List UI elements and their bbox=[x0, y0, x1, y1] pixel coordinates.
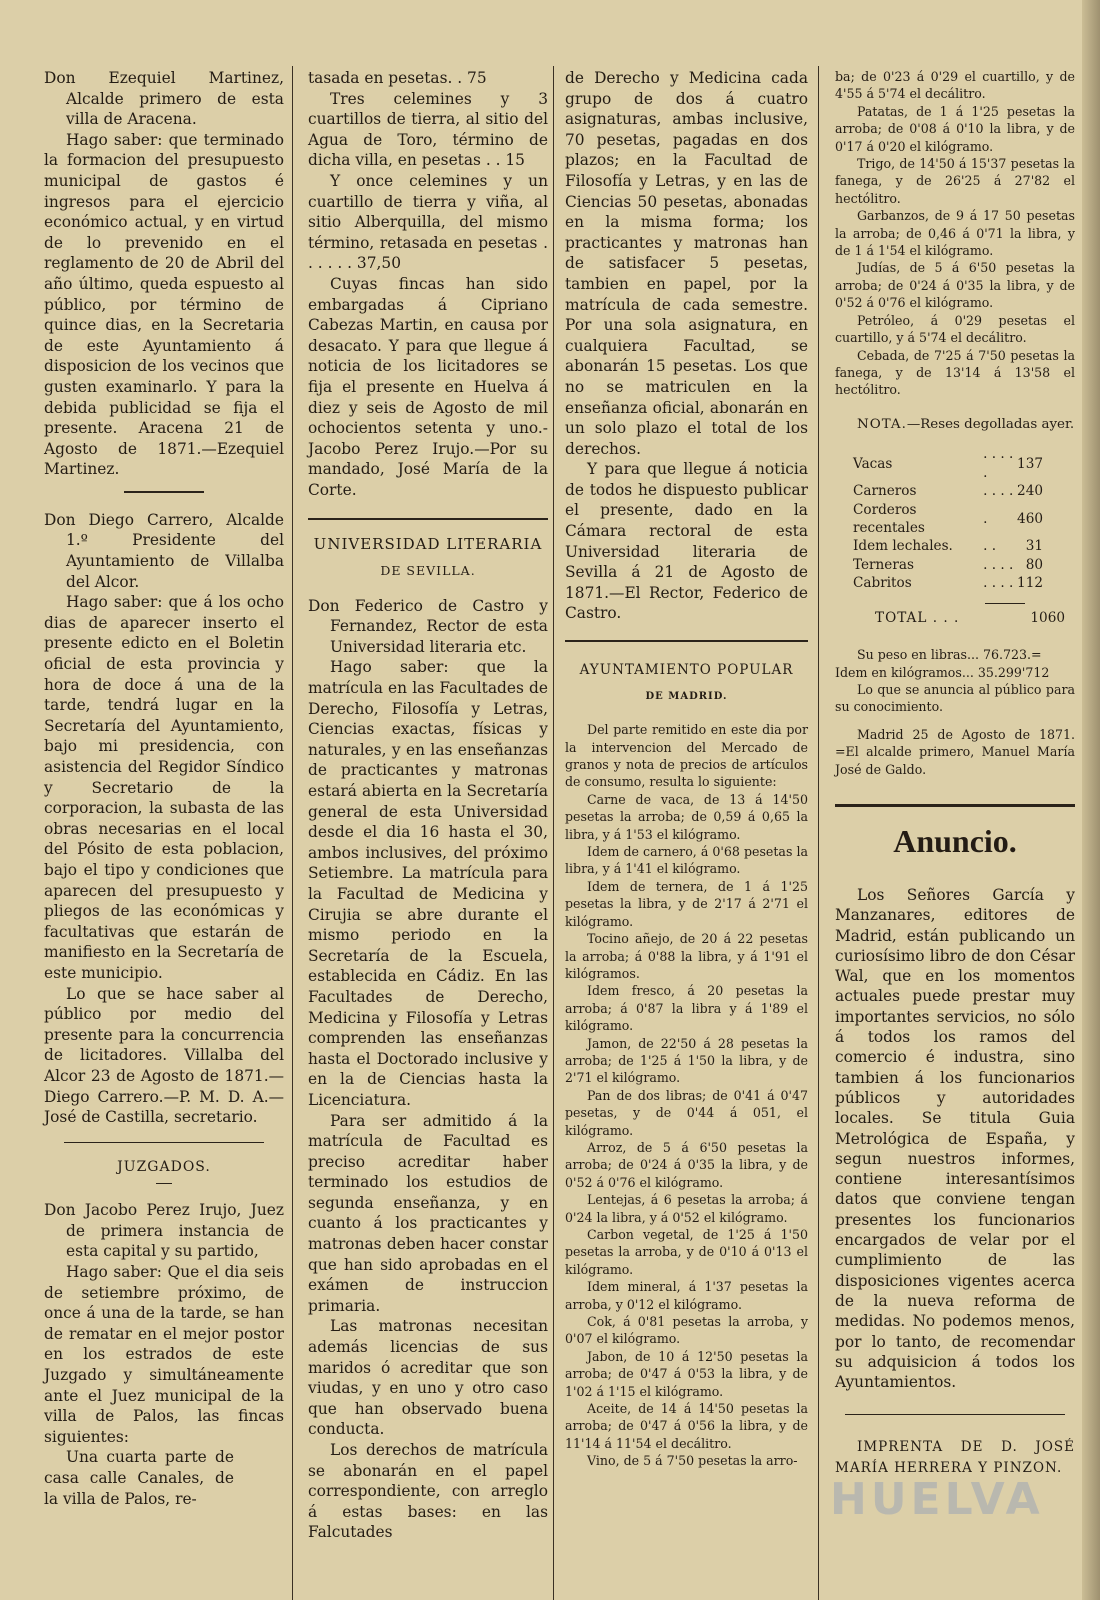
signature: Madrid 25 de Agosto de 1871. =El alcalde primero, Manuel María José de Galdo. bbox=[835, 726, 1075, 777]
title-rule bbox=[156, 1183, 172, 1184]
reses-name: Carneros bbox=[853, 483, 917, 500]
reses-count: 240 bbox=[1017, 483, 1043, 500]
nota-label: NOTA. bbox=[857, 416, 907, 432]
column-1 bbox=[44, 68, 284, 1509]
finca-item: Tres celemines y 3 cuartillos de tierra, al sitio del Agua de Toro, término de dicha villa, en pesetas . . 15 bbox=[308, 89, 548, 170]
reses-count: 460 bbox=[1017, 510, 1043, 527]
reses-row bbox=[853, 556, 1043, 574]
peso-section bbox=[835, 646, 1075, 778]
total-value: 1060 bbox=[1030, 609, 1065, 626]
price-item: Idem de ternera, de 1 á 1'25 pesetas la libra, y de 2'17 á 2'71 el kilógramo. bbox=[565, 878, 808, 929]
column-rule bbox=[292, 66, 293, 1600]
total-rule bbox=[985, 603, 1025, 604]
fincas-list bbox=[308, 68, 548, 500]
reses-row bbox=[853, 501, 1043, 538]
anuncio-body: Los Señores García y Manzanares, editores de Madrid, están publicando un curiosísimo libro de don César Wal, que en los momentos actuales puede prestar muy importantes servicios, no sólo á todos los ramos del comercio é industra, sino tambien á los funcionarios públicos y autoridades locales. Se titula Guia Metrológica de España, y segun nuestros informes, contiene interesantísimos datos que conviene tengan presentes los funcionarios encargados de velar por el cumplimiento de las disposiciones vigentes acerca de la nueva reforma de medidas. No podemos menos, por lo tanto, de recomendar su adquisicion á todos los Ayuntamientos. bbox=[835, 886, 1075, 1392]
edict-body: de Derecho y Medicina cada grupo de dos á cuatro asignaturas, ambas inclusive, 70 pesetas, pagadas en dos plazos; en la Facultad de Filosofía y Letras, y en las de Ciencias 50 pesetas, abonadas en la misma forma; los practicantes y matronas han de satisfacer 5 pesetas, tambien en papel, por la matrícula de cada semestre. Por una sola asignatura, en cualquiera Facultad, se abonarán 15 pesetas. Los que no se matriculen en la enseñanza oficial, abonarán en un solo plazo el total de los derechos. bbox=[565, 69, 808, 458]
imprenta-line: IMPRENTA DE D. JOSÉ MARÍA HERRERA Y PINZON. bbox=[835, 1439, 1075, 1477]
reses-dots: . . . . . bbox=[983, 446, 1014, 481]
reses-name: Idem lechales. bbox=[853, 538, 953, 555]
price-item: Carne de vaca, de 13 á 14'50 pesetas la arroba; de 0,59 á 0,65 la libra, y á 1'53 el kilógramo. bbox=[565, 791, 808, 842]
edict-body: Las matronas necesitan además licencias de sus maridos ó acreditar que son viudas, y en uno y otro caso que han observado buena conducta. bbox=[308, 1317, 548, 1439]
finca-item: tasada en pesetas. . 75 bbox=[308, 69, 487, 87]
price-item: Jamon, de 22'50 á 28 pesetas la arroba; de 1'25 á 1'50 la libra, y de 2'71 el kilógramo. bbox=[565, 1035, 808, 1086]
section-divider bbox=[565, 640, 808, 642]
edict-body: Una cuarta parte de casa calle Canales, de la villa de Palos, re- bbox=[44, 1448, 234, 1508]
reses-dots: . . bbox=[983, 538, 997, 555]
edict-body: Hago saber: que terminado la formacion del presupuesto municipal de gastos é ingresos para el ejercicio económico actual, y en virtud de lo prevenido en el reglamento de 20 de Abril del año último, queda espuesto al público, por término de quince dias, en la Secretaria de este Ayuntamiento á disposicion de los vecinos que gusten examinarlo. Y para la debida publicidad se fija el presente. Aracena 21 de Agosto de 1871.—Ezequiel Martinez. bbox=[44, 130, 284, 479]
price-intro: Del parte remitido en este dia por la intervencion del Mercado de granos y nota de precios de artículos de consumo, resulta lo siguiente: bbox=[565, 722, 808, 790]
price-item: Arroz, de 5 á 6'50 pesetas la arroba; de 0'24 á 0'35 la libra, y de 0'52 á 0'76 el kilógramo. bbox=[565, 1139, 808, 1190]
edict-body: Cuyas fincas han sido embargadas á Cipriano Cabezas Martin, en causa por desacato. Y para que llegue á noticia de los licitadores se fija el presente en Huelva á diez y seis de Agosto de mil ochocientos setenta y uno.-Jacobo Perez Irujo.—Por su mandado, José María de la Corte. bbox=[308, 274, 548, 499]
edict-juzgado bbox=[44, 1200, 284, 1509]
section-divider bbox=[124, 491, 204, 493]
reses-table bbox=[853, 445, 1043, 592]
edict-heading: Don Jacobo Perez Irujo, Juez de primera instancia de esta capital y su partido, bbox=[44, 1201, 284, 1261]
price-item: Pan de dos libras; de 0'41 á 0'47 pesetas, y de 0'44 á 051, el kilógramo. bbox=[565, 1087, 808, 1138]
edict-heading: Don Federico de Castro y Fernandez, Rector de esta Universidad literaria etc. bbox=[308, 596, 548, 656]
nota-text: —Reses degolladas ayer. bbox=[906, 416, 1075, 432]
reses-name: Vacas bbox=[853, 455, 893, 472]
edict-heading: Don Ezequiel Martinez, Alcalde primero de esta villa de Aracena. bbox=[44, 69, 284, 129]
section-subtitle: DE MADRID. bbox=[645, 690, 728, 702]
reses-count: 80 bbox=[1025, 556, 1043, 573]
reses-dots: . . . . bbox=[983, 556, 1014, 573]
reses-row bbox=[853, 482, 1043, 500]
column-4 bbox=[835, 68, 1075, 1479]
price-item: Lentejas, á 6 pesetas la arroba; á 0'24 la libra, y á 0'52 el kilógramo. bbox=[565, 1192, 808, 1225]
section-divider bbox=[64, 1142, 264, 1143]
section-subtitle: DE SEVILLA. bbox=[380, 563, 476, 579]
edict-universidad bbox=[308, 596, 548, 1543]
price-item: Vino, de 5 á 7'50 pesetas la arro- bbox=[587, 1453, 798, 1469]
edict-body: Lo que se hace saber al público por medio del presente para la concurrencia de licitadores. Villalba del Alcor 23 de Agosto de 1871.—Diego Carrero.—P. M. D. A.—José de Castilla, secretario. bbox=[44, 984, 284, 1127]
price-item: Carbon vegetal, de 1'25 á 1'50 pesetas la arroba, y de 0'10 á 0'13 el kilógramo. bbox=[565, 1227, 808, 1277]
peso-line: Su peso en libras... 76.723.= bbox=[857, 647, 1042, 663]
reses-count: 137 bbox=[1017, 455, 1043, 472]
reses-dots: . bbox=[983, 510, 988, 527]
edict-body: Hago saber: que la matrícula en las Facultades de Derecho, Filosofía y Letras, Ciencias exactas, físicas y naturales, y en las enseñanzas de practicantes y matronas estará abierta en la Secretaría general de esta Universidad desde el dia 16 hasta el 30, ambos inclusives, del próximo Setiembre. La matrícula para la Facultad de Medicina y Cirujia se abre durante el mismo periodo en la Secretaría de la Escuela, establecida en Cádiz. En las Facultades de Derecho, Medicina y Filosofía y Letras comprenden las enseñanzas hasta el Doctorado inclusive y en la de Ciencias hasta la Licenciatura. bbox=[308, 658, 548, 1109]
reses-count: 31 bbox=[1025, 538, 1043, 555]
edict-body: Y para que llegue á noticia de todos he dispuesto publicar el presente, dado en la Cámara rectoral de esta Universidad literaria de Sevilla á 21 de Agosto de 1871.—El Rector, Federico de Castro. bbox=[565, 460, 808, 623]
price-item: Idem mineral, á 1'37 pesetas la arroba, y 0'12 el kilógramo. bbox=[565, 1279, 808, 1312]
price-item: Cok, á 0'81 pesetas la arroba, y 0'07 el kilógramo. bbox=[565, 1314, 808, 1347]
section-title-juzgados: JUZGADOS. bbox=[117, 1158, 211, 1175]
price-item: Garbanzos, de 9 á 17 50 pesetas la arroba; de 0,46 á 0'71 la libra, y de 1 á 1'54 el kilógramo. bbox=[835, 208, 1075, 259]
price-item: Petróleo, á 0'29 pesetas el cuartillo, y á 5'74 el decálitro. bbox=[835, 312, 1075, 346]
total-row bbox=[875, 608, 1065, 629]
price-item: Patatas, de 1 á 1'25 pesetas la arroba; de 0'08 á 0'10 la libra, y de 0'17 á 0'20 el kilógramo. bbox=[835, 103, 1075, 154]
edict-body: Hago saber: que á los ocho dias de aparecer inserto el presente edicto en el Boletin oficial de esta provincia y hora de doce á una de la tarde, tendrá lugar en la Secretaría del Ayuntamiento, bajo mi presidencia, con asistencia del Regidor Síndico y Secretario de la corporacion, la subasta de las obras necesarias en el local del Pósito de esta poblacion, bajo el tipo y condiciones que aparecen del presupuesto y pliegos de las económicas y facultativas que estarán de manifiesto en la Secretaría de este municipio. bbox=[44, 593, 284, 982]
market-prices-cont bbox=[835, 68, 1075, 399]
edict-heading: Don Diego Carrero, Alcalde 1.º Presidente del Ayuntamiento de Villalba del Alcor. bbox=[44, 510, 284, 591]
edict-body: Los derechos de matrícula se abonarán en el papel correspondiente, con arreglo á estas bases: en las Falcutades bbox=[308, 1441, 548, 1542]
column-3 bbox=[565, 68, 808, 1470]
finca-item: Y once celemines y un cuartillo de tierra y viña, al sitio Alberquilla, del mismo término, retasada en pesetas . . . . . . 37,50 bbox=[308, 171, 548, 273]
price-item: Judías, de 5 á 6'50 pesetas la arroba; de 0'24 á 0'35 la libra, y de 0'52 á 0'76 el kilógramo. bbox=[835, 260, 1075, 311]
archive-watermark: HUELVA bbox=[830, 1474, 1044, 1525]
price-item: Aceite, de 14 á 14'50 pesetas la arroba; de 0'47 á 0'56 la libra, y de 11'14 á 11'54 el decálitro. bbox=[565, 1401, 808, 1451]
reses-count: 112 bbox=[1017, 575, 1043, 592]
column-2 bbox=[308, 68, 548, 1543]
section-divider bbox=[835, 804, 1075, 807]
edict-body: Para ser admitido á la matrícula de Facultad es preciso acreditar haber terminado los estudios de segunda enseñanza, y en cuanto á los practicantes y matronas deben hacer constar que han sido aprobadas en el exámen de instruccion primaria. bbox=[308, 1111, 548, 1315]
reses-row bbox=[853, 537, 1043, 555]
edict-body: Hago saber: Que el dia seis de setiembre próximo, de once á una de la tarde, se han de rematar en el mejor postor en los estrados de este Juzgado y simultáneamente ante el Juez municipal de la villa de Palos, las fincas siguientes: bbox=[44, 1263, 284, 1446]
price-item: Idem de carnero, á 0'68 pesetas la libra, y á 1'41 el kilógramo. bbox=[565, 844, 808, 877]
nota-line bbox=[835, 415, 1075, 436]
peso-line: Idem en kilógramos... 35.299'712 bbox=[835, 664, 1050, 680]
reses-name: Cabritos bbox=[853, 575, 912, 592]
peso-note: Lo que se anuncia al público para su conocimiento. bbox=[835, 681, 1075, 715]
price-item: ba; de 0'23 á 0'29 el cuartillo, y de 4'55 á 5'74 el decálitro. bbox=[835, 69, 1075, 102]
edict-universidad-cont bbox=[565, 68, 808, 624]
total-label: TOTAL . . . bbox=[875, 609, 960, 626]
price-item: Jabon, de 10 á 12'50 pesetas la arroba; de 0'47 á 0'53 la libra, y de 1'02 á 1'15 el kilógramo. bbox=[565, 1348, 808, 1399]
section-divider bbox=[845, 1414, 1065, 1415]
reses-name: Corderos recentales bbox=[853, 501, 925, 536]
reses-row bbox=[853, 445, 1043, 482]
market-prices bbox=[565, 721, 808, 1469]
price-item: Tocino añejo, de 20 á 22 pesetas la arroba; á 0'88 la libra, y á 1'91 el kilógramos. bbox=[565, 931, 808, 981]
section-title-madrid: AYUNTAMIENTO POPULAR bbox=[579, 662, 794, 679]
page-edge bbox=[1082, 0, 1100, 1600]
column-rule bbox=[553, 66, 554, 1600]
anuncio-title: Anuncio. bbox=[893, 823, 1017, 859]
reses-row bbox=[853, 574, 1043, 592]
reses-name: Terneras bbox=[853, 556, 914, 573]
section-divider bbox=[308, 518, 548, 520]
price-item: Cebada, de 7'25 á 7'50 pesetas la fanega, y de 13'14 á 13'58 el hectólitro. bbox=[835, 347, 1075, 398]
edict-villalba bbox=[44, 510, 284, 1128]
reses-dots: . . . . bbox=[983, 483, 1014, 500]
price-item: Trigo, de 14'50 á 15'37 pesetas la fanega, y de 26'25 á 27'82 el hectólitro. bbox=[835, 156, 1075, 206]
price-item: Idem fresco, á 20 pesetas la arroba; á 0'87 la libra y á 1'89 el kilógramo. bbox=[565, 983, 808, 1034]
column-rule bbox=[818, 66, 819, 1600]
section-title-universidad: UNIVERSIDAD LITERARIA bbox=[313, 535, 543, 554]
reses-dots: . . . . bbox=[983, 575, 1014, 592]
edict-aracena bbox=[44, 68, 284, 480]
